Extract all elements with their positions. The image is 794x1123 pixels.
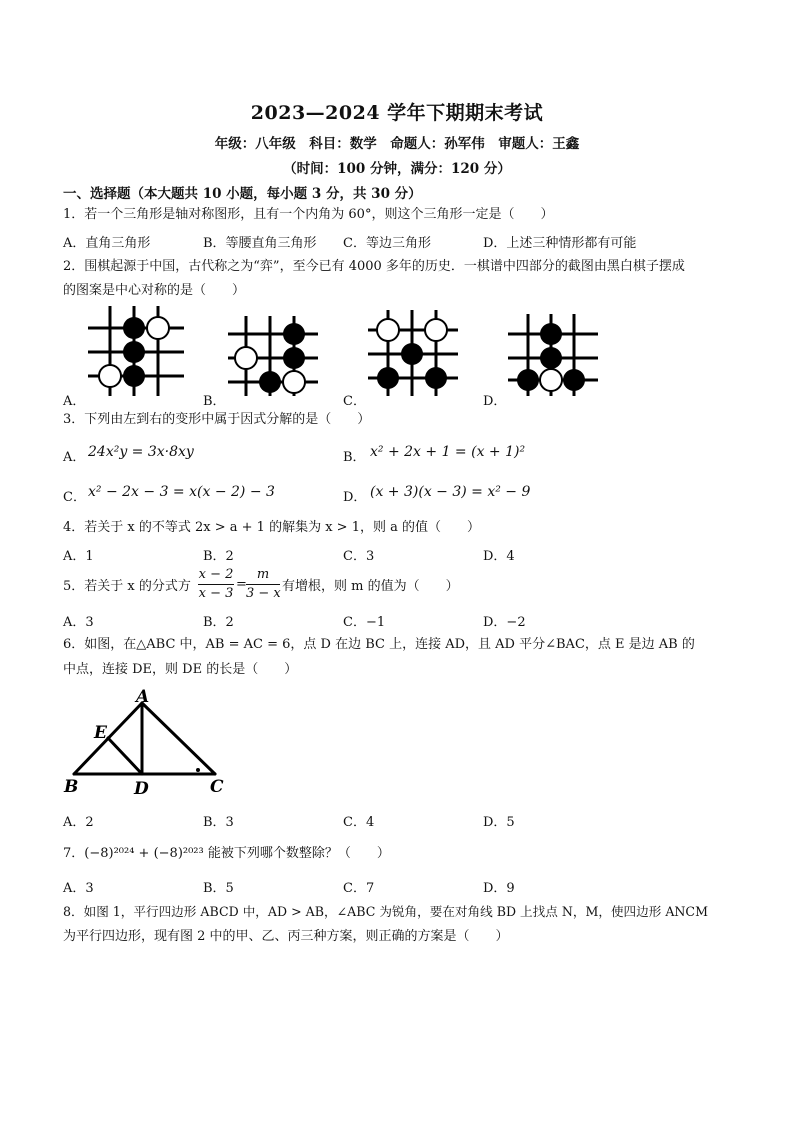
q3-label-a: A．: [63, 450, 86, 465]
q8-stem-line2: 为平行四边形，现有图 2 中的甲、乙、丙三种方案，则正确的方案是（ ）: [63, 929, 509, 944]
q6-option-a: A．2: [63, 815, 94, 830]
q4-stem: 4．若关于 x 的不等式 2x > a + 1 的解集为 x > 1，则 a 的值（ ）: [63, 520, 480, 535]
page-title: 2023—2024 学年下期期末考试: [250, 102, 544, 124]
q5-suffix: 有增根，则 m 的值为（ ）: [282, 579, 459, 594]
q4-option-c: C．3: [343, 549, 375, 564]
go-board-d: [508, 314, 598, 396]
q7-option-b: B．5: [203, 881, 234, 896]
label-d: D: [134, 779, 149, 798]
q6-stem-line1: 6．如图，在△ABC 中，AB = AC = 6，点 D 在边 BC 上，连接 AD，且 AD 平分∠BAC，点 E 是边 AB 的: [63, 637, 695, 652]
q8-stem-line1: 8．如图 1，平行四边形 ABCD 中，AD > AB，∠ABC 为锐角，要在对角线 BD 上找点 N，M，使四边形 ANCM: [63, 904, 708, 919]
q6-stem-line2: 中点，连接 DE，则 DE 的长是（ ）: [63, 662, 298, 677]
q7-option-a: A．3: [63, 881, 94, 896]
q2-label-d: D．: [483, 394, 507, 409]
q5-option-c: C．−1: [343, 615, 386, 630]
section-title: 一、选择题（本大题共 10 小题，每小题 3 分，共 30 分）: [63, 186, 422, 202]
go-board-a: [88, 306, 184, 396]
label-b: B: [64, 777, 79, 797]
q3-option-a: 24x²y = 3x·8xy: [88, 444, 194, 460]
q3-option-c: x² − 2x − 3 = x(x − 2) − 3: [88, 484, 275, 500]
segment-de: [108, 738, 142, 774]
q2-label-c: C．: [343, 394, 366, 409]
q2-stem-line2: 的图案是中心对称的是（ ）: [63, 283, 246, 298]
label-c: C: [210, 777, 224, 797]
q5-denominator-2: 3 − x: [246, 586, 281, 601]
go-board-b: [228, 316, 318, 396]
q6-option-c: C．4: [343, 815, 375, 830]
q2-label-b: B．: [203, 394, 226, 409]
q3-label-b: B．: [343, 450, 366, 465]
q1-option-b: B．等腰直角三角形: [203, 236, 317, 251]
q3-option-b: x² + 2x + 1 = (x + 1)²: [370, 444, 526, 460]
segment-ac: [142, 703, 215, 774]
q5-prefix: 5．若关于 x 的分式方: [63, 579, 191, 594]
q7-option-d: D．9: [483, 881, 515, 896]
q4-option-a: A．1: [63, 549, 94, 564]
q6-triangle-figure: [60, 688, 235, 798]
q3-label-d: D．: [343, 490, 367, 505]
q1-option-c: C．等边三角形: [343, 236, 431, 251]
q5-fraction-1: [198, 566, 234, 603]
q5-denominator-1: x − 3: [198, 586, 234, 601]
q5-option-b: B．2: [203, 615, 234, 630]
q4-option-d: D．4: [483, 549, 515, 564]
q2-label-a: A．: [63, 394, 86, 409]
q5-numerator-2: m: [246, 566, 280, 585]
q3-option-d: (x + 3)(x − 3) = x² − 9: [370, 484, 531, 500]
q3-stem: 3．下列由左到右的变形中属于因式分解的是（ ）: [63, 412, 371, 427]
q5-option-a: A．3: [63, 615, 94, 630]
q6-option-b: B．3: [203, 815, 234, 830]
q1-stem: 1．若一个三角形是轴对称图形，且有一个内角为 60°，则这个三角形一定是（ ）: [63, 207, 554, 222]
q4-option-b: B．2: [203, 549, 234, 564]
q5-numerator-1: x − 2: [198, 566, 234, 585]
q5-option-d: D．−2: [483, 615, 526, 630]
go-board-c: [368, 310, 458, 396]
q1-option-a: A．直角三角形: [63, 236, 151, 251]
q6-option-d: D．5: [483, 815, 515, 830]
q5-equals: =: [236, 577, 247, 592]
label-e: E: [94, 723, 107, 743]
q1-option-d: D．上述三种情形都有可能: [483, 236, 637, 251]
q2-stem-line1: 2．围棋起源于中国，古代称之为“弈”，至今已有 4000 多年的历史．一棋谱中四部分的截图由黑白棋子摆成: [63, 259, 685, 274]
exam-meta: 年级：八年级 科目：数学 命题人：孙军伟 审题人：王鑫: [214, 136, 580, 152]
exam-time: （时间：100 分钟，满分：120 分）: [283, 161, 511, 177]
q7-option-c: C．7: [343, 881, 375, 896]
q3-label-c: C．: [63, 490, 86, 505]
q5-fraction-2: [246, 566, 280, 603]
label-a: A: [136, 688, 150, 707]
q7-stem: 7．(−8)²⁰²⁴ + (−8)²⁰²³ 能被下列哪个数整除？（ ）: [63, 846, 390, 861]
